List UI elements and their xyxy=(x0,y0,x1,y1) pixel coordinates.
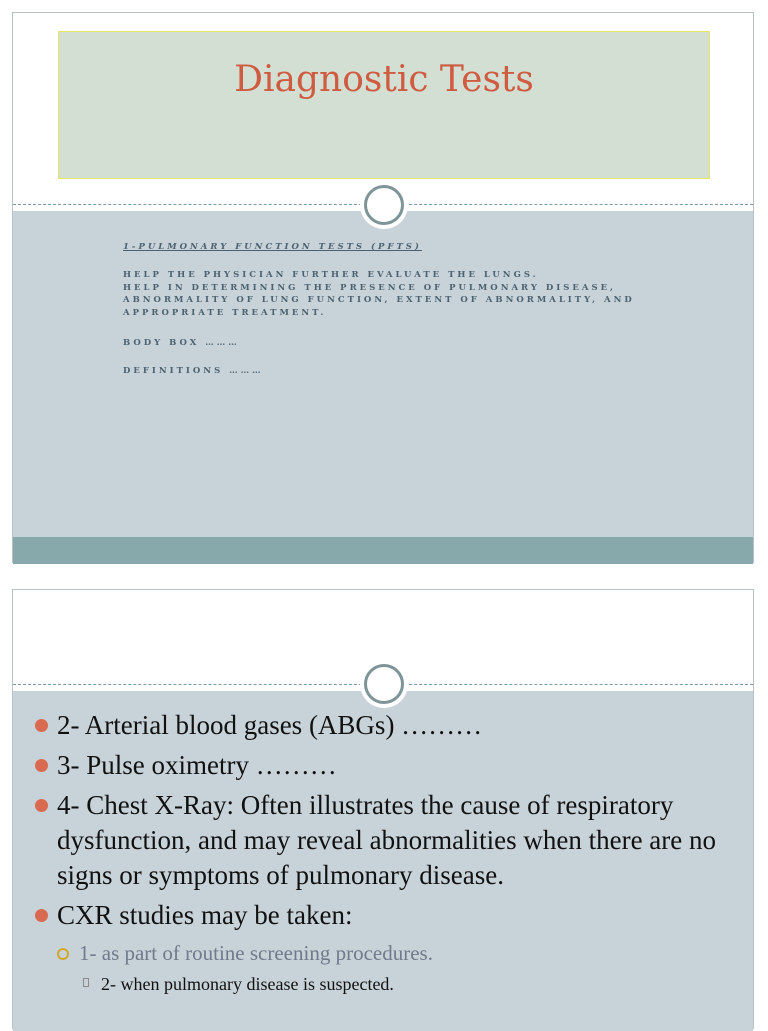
list-item xyxy=(33,748,743,783)
bullet-text: 4- Chest X-Ray: Often illustrates the cause of respiratory dysfunction, and may reveal abnormalities when there are no signs or symptoms of pulmonary disease. xyxy=(57,790,717,890)
slide-2 xyxy=(12,589,754,1029)
body-box-text: BODY BOX ……… xyxy=(123,338,240,348)
square-bullet-icon xyxy=(83,978,89,987)
bullet-list xyxy=(33,708,743,997)
bullet-dot-icon xyxy=(35,719,48,732)
pft-heading: 1-PULMONARY FUNCTION TESTS (PFTS) xyxy=(123,242,422,252)
definitions-text: DEFINITIONS ……… xyxy=(123,366,264,376)
sub-sub-list-item xyxy=(33,971,743,997)
sub-sub-bullet-text: 2- when pulmonary disease is suspected. xyxy=(101,974,394,994)
bottom-band xyxy=(13,537,753,564)
help-line: HELP IN DETERMINING THE PRESENCE OF PULMONARY DISEASE, ABNORMALITY OF LUNG FUNCTION, EXTENT OF ABNORMALITY, AND APPROPRIATE TREATMENT. xyxy=(123,282,635,318)
list-item xyxy=(33,898,743,933)
title-box xyxy=(58,31,710,179)
help-line: HELP THE PHYSICIAN FURTHER EVALUATE THE LUNGS. xyxy=(123,270,539,280)
sub-list-item xyxy=(33,939,743,967)
bullet-text: 3- Pulse oximetry ……… xyxy=(57,750,337,780)
slide-1 xyxy=(12,12,754,563)
pft-help-text xyxy=(123,269,683,319)
list-item xyxy=(33,708,743,743)
ring-ornament-icon xyxy=(364,664,404,704)
ring-ornament-icon xyxy=(364,185,404,225)
ring-bullet-icon xyxy=(57,948,69,960)
bullet-dot-icon xyxy=(35,799,48,812)
bullet-text: 2- Arterial blood gases (ABGs) ……… xyxy=(57,710,483,740)
list-item xyxy=(33,788,743,893)
bullet-text: CXR studies may be taken: xyxy=(57,900,353,930)
bullet-dot-icon xyxy=(35,759,48,772)
slide-title: Diagnostic Tests xyxy=(234,59,534,100)
sub-bullet-text: 1- as part of routine screening procedures. xyxy=(79,941,433,965)
bullet-dot-icon xyxy=(35,909,48,922)
